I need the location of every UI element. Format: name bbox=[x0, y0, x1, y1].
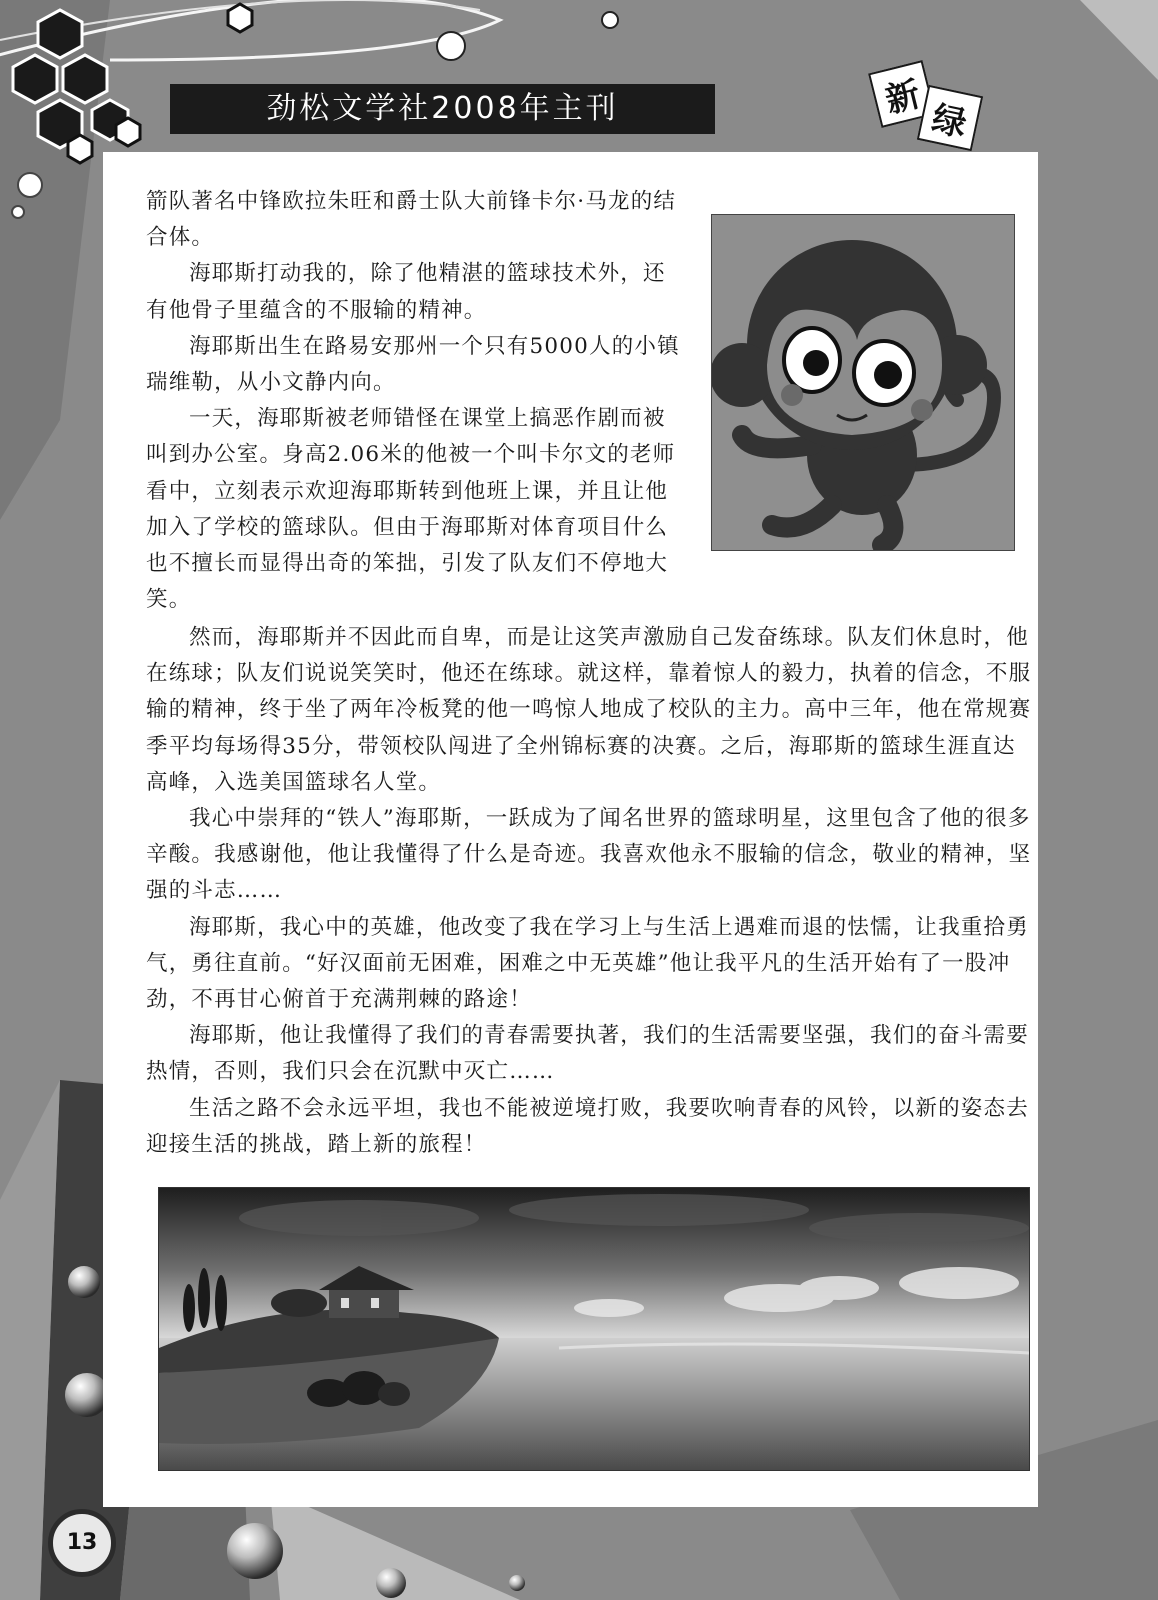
article-paragraph: 海耶斯出生在路易安那州一个只有5000人的小镇瑞维勒，从小文静内向。 bbox=[146, 333, 680, 396]
magazine-header-title: 劲松文学社2008年主刊 bbox=[170, 84, 715, 134]
badge-lv: 绿 bbox=[917, 85, 983, 151]
monkey-icon bbox=[712, 215, 1014, 550]
article-paragraph: 我心中崇拜的“铁人”海耶斯，一跃成为了闻名世界的篮球明星，这里包含了他的很多辛酸。我感谢他，他让我懂得了什么是奇迹。我喜欢他永不服输的信念，敬业的精神，坚强的斗志…… bbox=[146, 806, 1032, 904]
article-full-column bbox=[146, 620, 1032, 1163]
badge-xin: 新 bbox=[868, 60, 936, 128]
article-paragraph: 然而，海耶斯并不因此而自卑，而是让这笑声激励自己发奋练球。队友们休息时，他在练球；队友们说说笑笑时，他还在练球。就这样，靠着惊人的毅力，执着的信念，不服输的精神，终于坐了两年冷板凳的他一鸣惊人地成了校队的主力。高中三年，他在常规赛季平均每场得35分，带领校队闯进了全州锦标赛的决赛。之后，海耶斯的篮球生涯直达高峰，入选美国篮球名人堂。 bbox=[146, 625, 1032, 795]
article-paragraph: 海耶斯，他让我懂得了我们的青春需要执著，我们的生活需要坚强，我们的奋斗需要热情，否则，我们只会在沉默中灭亡…… bbox=[146, 1023, 1029, 1085]
landscape-scene-icon bbox=[159, 1188, 1029, 1470]
article-paragraph: 箭队著名中锋欧拉朱旺和爵士队大前锋卡尔·马龙的结合体。 bbox=[146, 189, 677, 251]
monkey-illustration bbox=[711, 214, 1015, 551]
article-paragraph: 生活之路不会永远平坦，我也不能被逆境打败，我要吹响青春的风铃，以新的姿态去迎接生活的挑战，踏上新的旅程！ bbox=[146, 1095, 1029, 1157]
article-paragraph: 海耶斯，我心中的英雄，他改变了我在学习上与生活上遇难而退的怯懦，让我重拾勇气，勇往直前。“好汉面前无困难，困难之中无英雄”他让我平凡的生活开始有了一股冲劲，不再甘心俯首于充满荆棘的路途！ bbox=[146, 914, 1029, 1013]
page-number: 13 bbox=[48, 1509, 116, 1577]
article-top-column bbox=[146, 184, 681, 618]
article-paragraph: 一天，海耶斯被老师错怪在课堂上搞恶作剧而被叫到办公室。身高2.06米的他被一个叫卡尔文的老师看中，立刻表示欢迎海耶斯转到他班上课，并且让他加入了学校的篮球队。但由于海耶斯对体育项目什么也不擅长而显得出奇的笨拙，引发了队友们不停地大笑。 bbox=[146, 406, 676, 613]
article-paragraph: 海耶斯打动我的，除了他精湛的篮球技术外，还有他骨子里蕴含的不服输的精神。 bbox=[146, 261, 666, 323]
landscape-illustration bbox=[158, 1187, 1030, 1471]
